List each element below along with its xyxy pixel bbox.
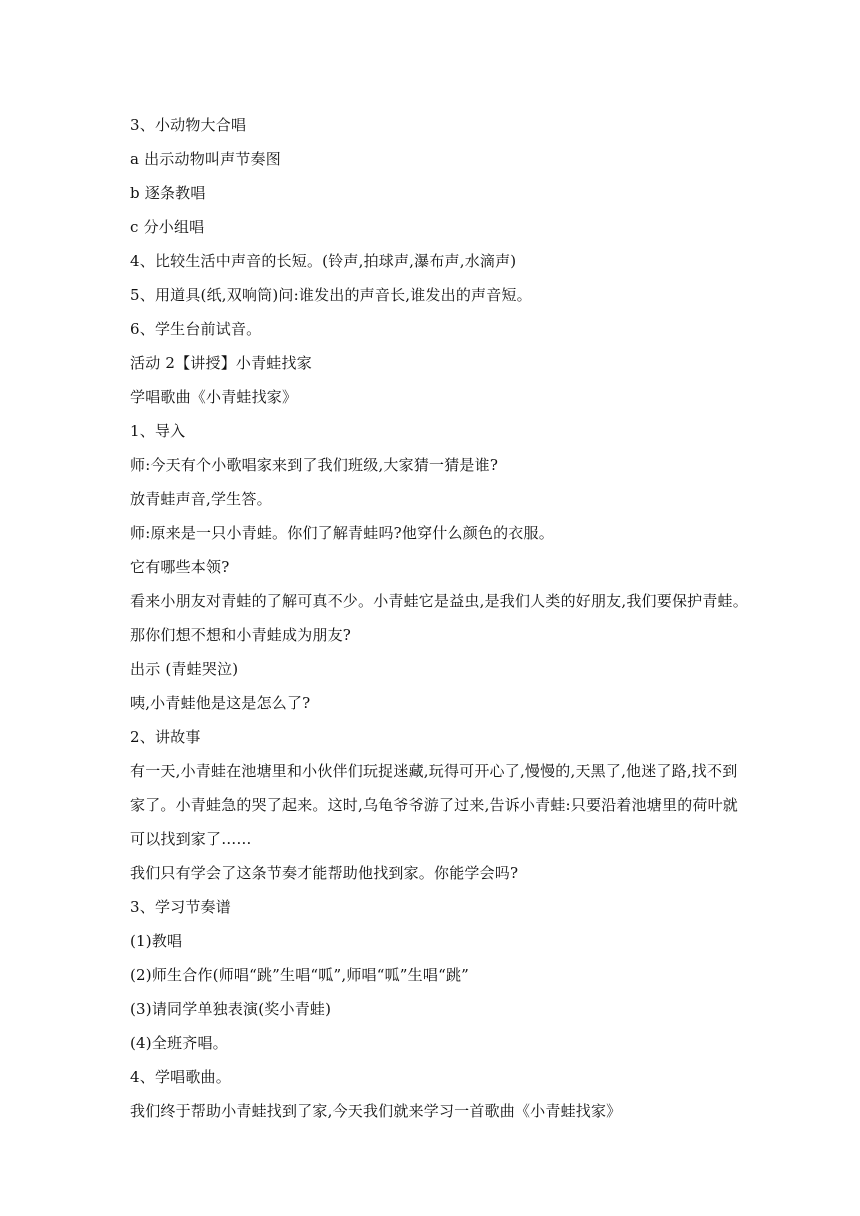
section-heading: 活动 2【讲授】小青蛙找家 — [130, 354, 312, 372]
text-line: 出示 (青蛙哭泣) — [130, 660, 239, 678]
text-line: (1)教唱 — [130, 932, 183, 950]
text-line: (2)师生合作(师唱“跳”生唱“呱”,师唱“呱”生唱“跳” — [130, 966, 470, 984]
text-line: 3、学习节奏谱 — [130, 898, 231, 916]
text-line: (4)全班齐唱。 — [130, 1034, 228, 1052]
text-line: 6、学生台前试音。 — [130, 320, 262, 338]
text-line: 4、比较生活中声音的长短。(铃声,拍球声,瀑布声,水滴声) — [130, 252, 517, 270]
text-line: 学唱歌曲《小青蛙找家》 — [130, 388, 298, 406]
text-line: c 分小组唱 — [130, 218, 205, 236]
text-line: 我们只有学会了这条节奏才能帮助他找到家。你能学会吗? — [130, 864, 519, 882]
text-line: 2、讲故事 — [130, 728, 201, 746]
story-line: 可以找到家了…… — [130, 830, 252, 848]
text-line: 1、导入 — [130, 422, 186, 440]
text-line: 那你们想不想和小青蛙成为朋友? — [130, 626, 352, 644]
text-line: 放青蛙声音,学生答。 — [130, 490, 272, 508]
text-line: a 出示动物叫声节奏图 — [130, 150, 281, 168]
text-line: 我们终于帮助小青蛙找到了家,今天我们就来学习一首歌曲《小青蛙找家》 — [130, 1102, 622, 1120]
document-body — [130, 108, 748, 1128]
text-line: b 逐条教唱 — [130, 184, 206, 202]
text-line: 5、用道具(纸,双响筒)问:谁发出的声音长,谁发出的声音短。 — [130, 286, 532, 304]
text-line: 师:原来是一只小青蛙。你们了解青蛙吗?他穿什么颜色的衣服。 — [130, 524, 554, 542]
text-line: 看来小朋友对青蛙的了解可真不少。小青蛙它是益虫,是我们人类的好朋友,我们要保护青蛙。 — [130, 592, 748, 610]
text-line: 它有哪些本领? — [130, 558, 230, 576]
text-line: 咦,小青蛙他是这是怎么了? — [130, 694, 311, 712]
story-paragraph — [130, 754, 740, 856]
text-line: 4、学唱歌曲。 — [130, 1068, 231, 1086]
story-line: 有一天,小青蛙在池塘里和小伙伴们玩捉迷藏,玩得可开心了,慢慢的,天黑了,他迷了路,找不到 — [130, 762, 738, 780]
text-line: 3、小动物大合唱 — [130, 116, 247, 134]
text-line: 师:今天有个小歌唱家来到了我们班级,大家猜一猜是谁? — [130, 456, 499, 474]
story-line: 家了。小青蛙急的哭了起来。这时,乌龟爷爷游了过来,告诉小青蛙:只要沿着池塘里的荷叶就 — [130, 796, 738, 814]
text-line: (3)请同学单独表演(奖小青蛙) — [130, 1000, 332, 1018]
